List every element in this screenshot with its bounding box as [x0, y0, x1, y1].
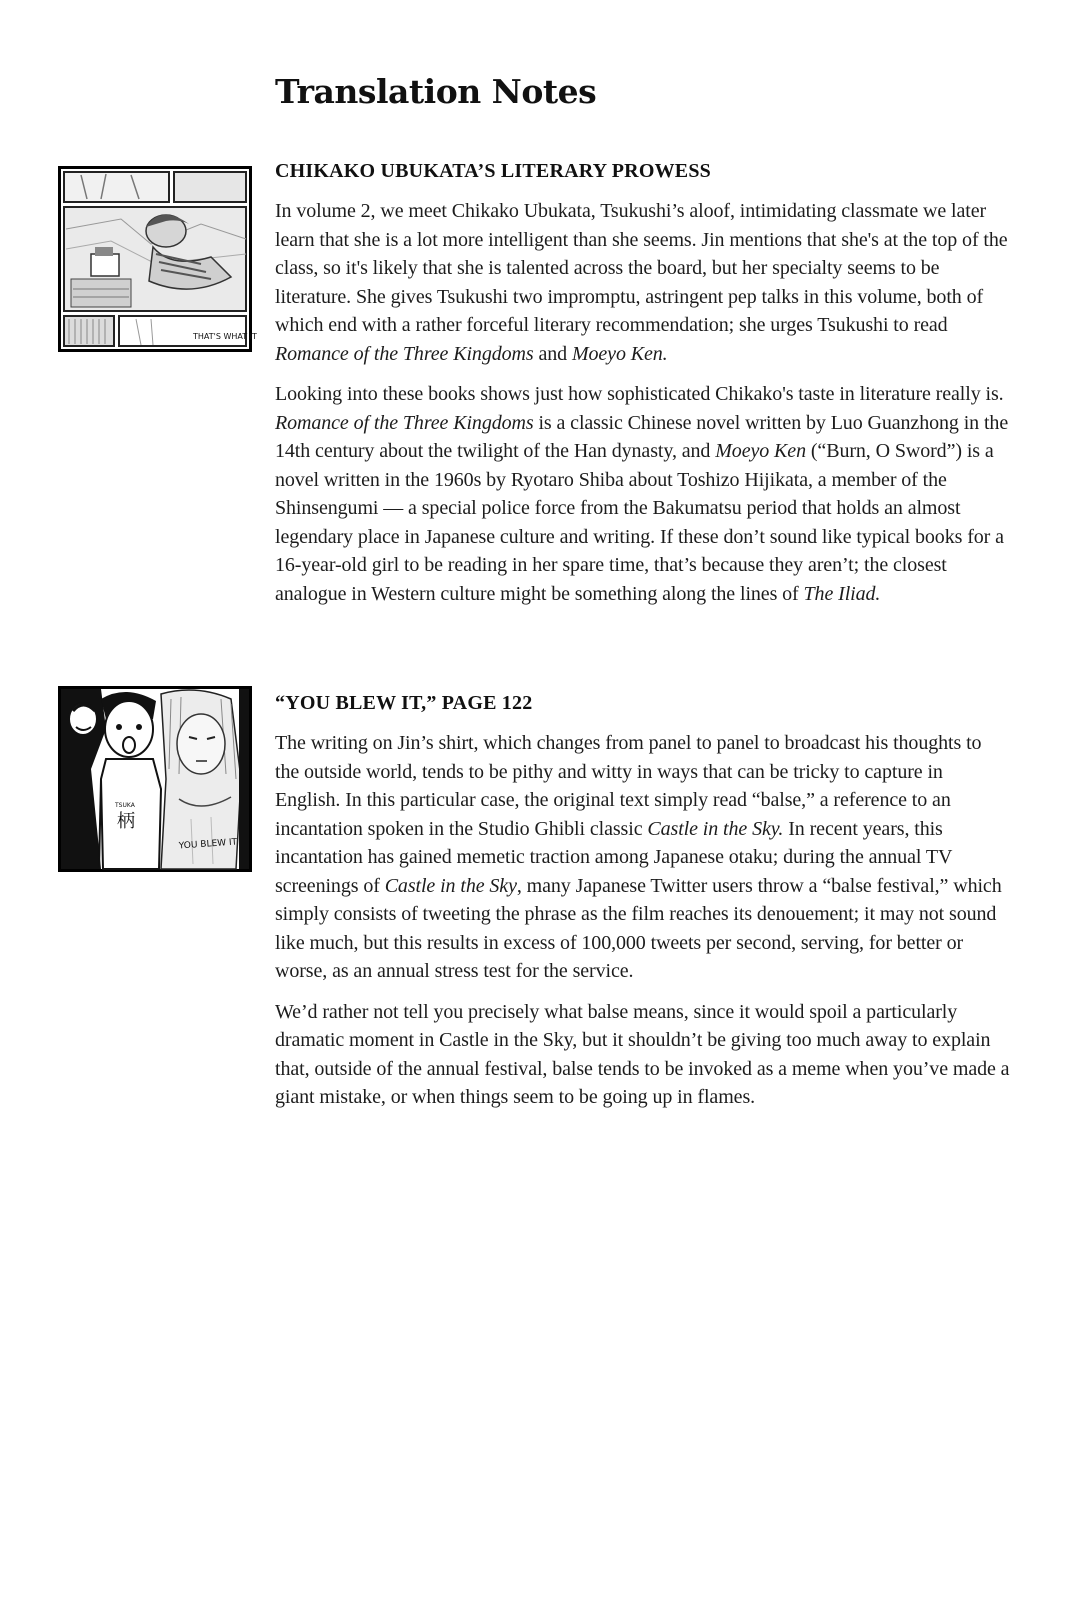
shirt-kanji: 柄: [117, 811, 135, 832]
note-paragraph: The writing on Jin’s shirt, which changes from panel to panel to broadcast his thoughts to the outside world, tends to be pithy and witty in ways that can be tricky to capture in English. In this particular case, the original text simply read “balse,” a reference to an incantation spoken in the Studio Ghibli classic Castle in the Sky. In recent years, this incantation has gained memetic traction among Japanese otaku; during the annual TV screenings of Castle in the Sky, many Japanese Twitter users throw a “balse festival,” which simply consists of tweeting the phrase as the film reaches its denouement; it may not sound like much, but this results in excess of 100,000 tweets per second, serving, for better or worse, as an annual stress test for the service.: [275, 732, 1002, 982]
page-title: Translation Notes: [275, 72, 597, 111]
note-paragraph: In volume 2, we meet Chikako Ubukata, Tsukushi’s aloof, intimidating classmate we later learn that she is a lot more intelligent than she seems. Jin mentions that she's at the top of the class, so it's likely that she is talented across the board, but her specialty seems to be literature. She gives Tsukushi two impromptu, astringent pep talks in this volume, both of which end with a rather forceful literary recommendation; she urges Tsukushi to read Romance of the Three Kingdoms and Moeyo Ken.: [275, 200, 1008, 365]
note-paragraph: Looking into these books shows just how sophisticated Chikako's taste in literature really is. Romance of the Three Kingdoms is a classic Chinese novel written by Luo Guanzhong in the 14th century about the twilight of the Han dynasty, and Moeyo Ken (“Burn, O Sword”) is a novel written in the 1960s by Ryotaro Shiba about Toshizo Hijikata, a member of the Shinsengumi — a special police force from the Bakumatsu period that holds an almost legendary place in Japanese culture and writing. If these don’t sound like typical books for a 16-year-old girl to be reading in her spare time, that’s because they aren’t; the closest analogue in Western culture might be something along the lines of The Iliad.: [275, 383, 1009, 605]
panel-caption: THAT'S WHAT IT: [193, 332, 257, 341]
note-heading: CHIKAKO UBUKATA’S LITERARY PROWESS: [275, 160, 711, 182]
manga-panel-thumbnail: [58, 686, 252, 872]
shirt-small-text: TSUKA: [115, 802, 135, 809]
note-heading: “YOU BLEW IT,” PAGE 122: [275, 692, 533, 714]
shirt-text: YOU BLEW IT: [178, 837, 238, 852]
note-body: [275, 692, 1010, 1124]
manga-panel-thumbnail: [58, 166, 257, 352]
note-paragraph: We’d rather not tell you precisely what balse means, since it would spoil a particularly dramatic moment in Castle in the Sky, but it shouldn’t be giving too much away to explain that, outside of the annual festival, balse tends to be invoked as a meme when you’ve made a giant mistake, or when things seem to be going up in flames.: [275, 1000, 1010, 1108]
note-body: [275, 160, 1010, 620]
